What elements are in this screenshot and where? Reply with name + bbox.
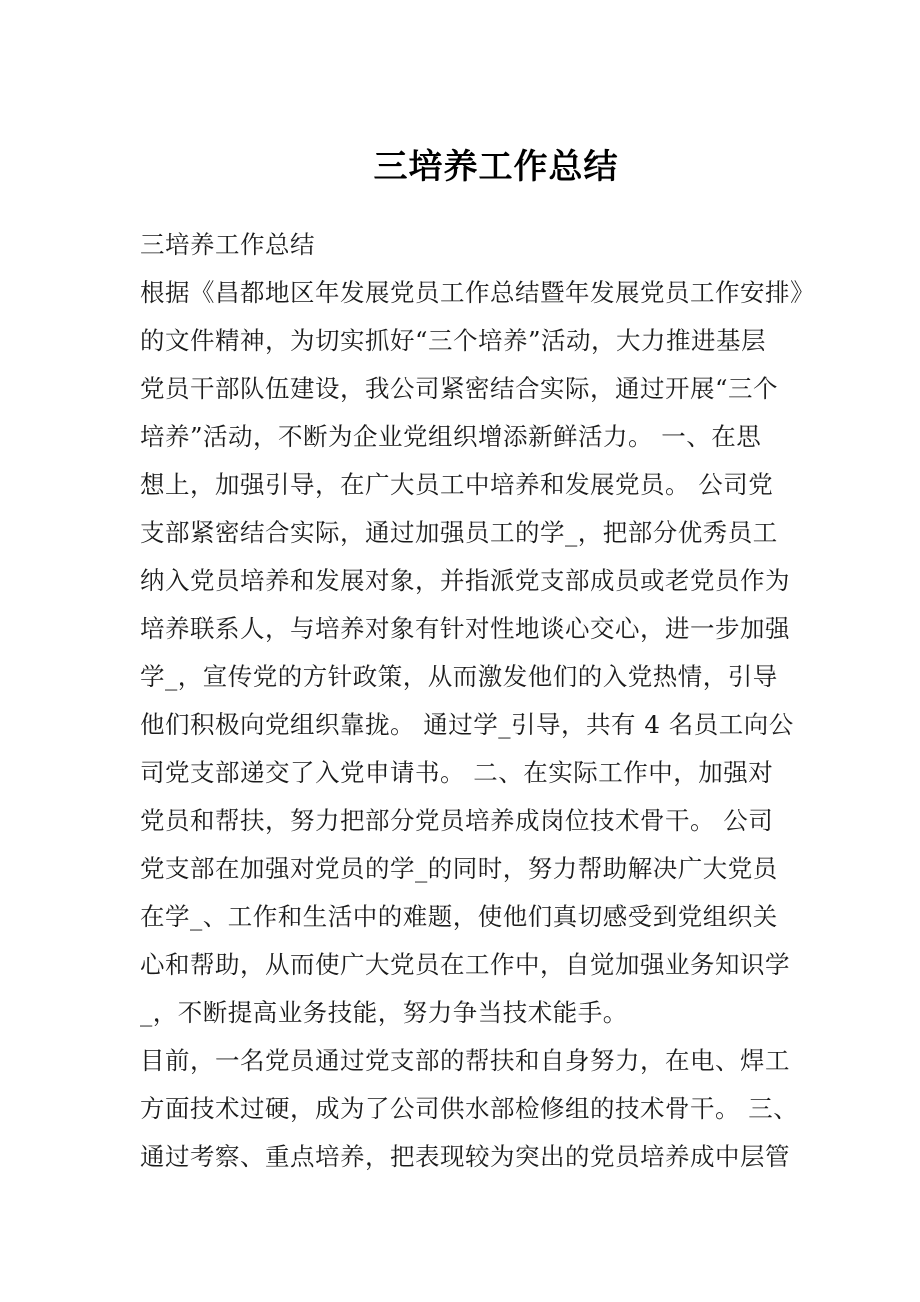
body-line: 培养”活动，不断为企业党组织增添新鲜活力。 一、在思 [140,422,762,451]
body-line: 学_，宣传党的方针政策，从而激发他们的入党热情，引导 [140,662,778,691]
document-title: 三培养工作总结 [373,147,619,187]
body-line: 三培养工作总结 [140,230,315,259]
body-line: 司党支部递交了入党申请书。 二、在实际工作中，加强对 [140,758,774,787]
body-line: 党员和帮扶，努力把部分党员培养成岗位技术骨干。 公司 [140,806,774,835]
body-line: 党员干部队伍建设，我公司紧密结合实际，通过开展“三个 [140,374,779,403]
body-line: 通过考察、重点培养，把表现较为突出的党员培养成中层管 [140,1142,790,1171]
body-line: 支部紧密结合实际，通过加强员工的学_，把部分优秀员工 [140,518,778,547]
body-line: 目前，一名党员通过党支部的帮扶和自身努力，在电、焊工 [140,1046,790,1075]
body-line: 在学_、工作和生活中的难题，使他们真切感受到党组织关 [140,902,778,931]
body-line: 的文件精神，为切实抓好“三个培养”活动，大力推进基层 [140,326,767,355]
body-line: 党支部在加强对党员的学_的同时，努力帮助解决广大党员 [140,854,778,883]
body-line: 心和帮助，从而使广大党员在工作中，自觉加强业务知识学 [140,950,790,979]
body-line: 根据《昌都地区年发展党员工作总结暨年发展党员工作安排》 [140,278,815,307]
body-line: 纳入党员培养和发展对象，并指派党支部成员或老党员作为 [140,566,790,595]
body-line: 方面技术过硬，成为了公司供水部检修组的技术骨干。 三、 [140,1094,799,1123]
document-body [140,221,815,1181]
body-line: 他们积极向党组织靠拢。 通过学_引导，共有 4 名员工向公 [140,710,794,739]
body-line: 培养联系人，与培养对象有针对性地谈心交心，进一步加强 [140,614,790,643]
body-line: 想上，加强引导，在广大员工中培养和发展党员。 公司党 [140,470,774,499]
body-line: _，不断提高业务技能，努力争当技术能手。 [140,998,628,1027]
